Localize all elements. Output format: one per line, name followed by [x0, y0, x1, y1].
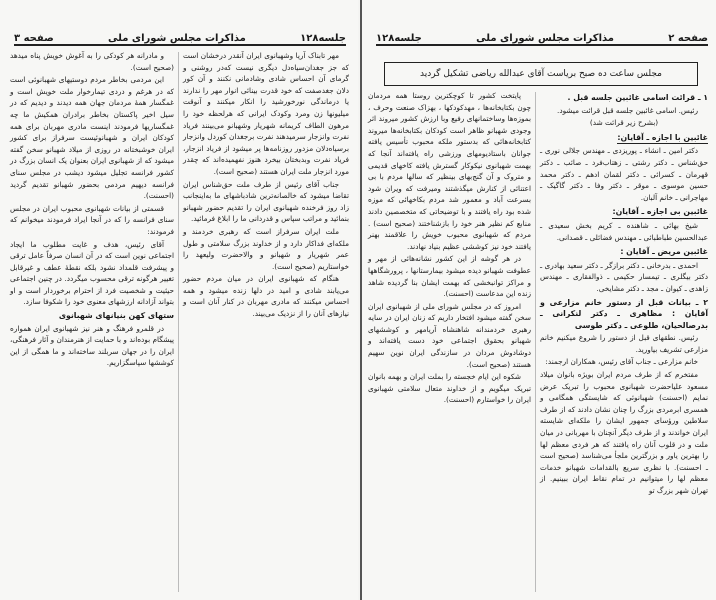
paragraph: رئیس. نطقهای قبل از دستور را شروع میکنیم خانم مزارعی تشریف بیاورید.: [540, 333, 708, 354]
heading-wrap: [540, 130, 708, 146]
paragraph: مهر تابناک آریا وشهبانوی ایران آنقدر درخشان است که جز جغدان‌سیاه‌دل دیگری نیست که‌در روشنی و گرمای آن احساس شادی وشادمانی نکنند و آن کور دلان جغدصفت که خود قدرت بینائی انوار مهر را ندارند یا درماندگی نورخورشید را انکار میکنند و آنوقت میلیونها زن ومرد وکودک ایرانی که هرلحظه خود را مرهون الطاف کریمانه شهریار وشهبانو می‌بینند فریاد نفرت وانزجار سرمیدهند نفرت برجغدان کوردل وانزجار برسیاه‌دلان مزدور روزنامه‌ها پر میشود از فریاد انزجار، فریاد نفرت وبدبختان بیخرد هنوز نفهمیده‌اند که چقدر مورد انزجار ملت ایران هستند (صحیح است).: [183, 51, 349, 176]
paragraph: (بشرح زیر قرائت شد): [589, 118, 659, 128]
text-column-left: [368, 90, 531, 407]
session-number: جلسه۱۲۸: [300, 33, 346, 44]
session-opening-notice: مجلس ساعت ده صبح بریاست آقای عبدالله ریاضی تشکیل گردید: [384, 62, 698, 86]
publication-title: مذاکرات مجلس شورای ملی: [108, 33, 246, 44]
paragraph: خانم مزارعی ـ جناب آقای رئیس، همکاران ارجمند:: [545, 357, 698, 367]
paragraph: در قلمرو فرهنگ و هنر نیز شهبانوی ایران همواره پیشگام بوده‌اند و با حمایت از هنرمندان و آثار فرهنگی، ایران را در جهان سربلند ساخته‌اند و ما همگی از این کوششها سپاسگزاریم.: [10, 323, 174, 368]
text-column-right: [183, 50, 349, 321]
paragraph: ملت ایران سرفراز است که رهبری خردمند و ملکه‌ای فداکار دارد و از خداوند بزرگ سلامتی و طول عمر شهریار و شهبانو و والاحضرت ولیعهد را خواستاریم (صحیح است).: [183, 226, 349, 271]
paragraph: در هر گوشه از این کشور نشانه‌هائی از مهر و عطوفت شهبانو دیده میشود بیمارستانها ، پرورشگاهها و مراکز توانبخشی که بهمت ایشان بنا گردیده شاهد زنده این مدعاست (احسنت).: [368, 254, 531, 299]
page-header: [14, 28, 346, 46]
publication-title: مذاکرات مجلس شورای ملی: [476, 33, 614, 44]
section-heading: ۲ ـ بیانات قبل از دستور خانم مزارعی و آقایان : مظاهری ـ دکتر لنکرانی ـ بدرصالحیان، طلوعی ـ دکتر طوسی: [540, 297, 708, 330]
page-header: [376, 28, 708, 46]
paragraph: آقای رئیس، هدف و غایت مطلوب ما ایجاد اجتماعی نوین است که در آن انسان صرفاً عامل ترقی و پیشرفت قلمداد نشود بلکه نقطهٔ عطف و غیرقابل تغییر هرگونه ترقی محسوب میگردد. در چنین اجتماعی حیثیت و شخصیت فرد از احترام برخوردار است و او بتواند آزادانه ارزشهای معنوی خود را شکوفا سازد.: [10, 239, 174, 307]
section-heading: ۱ ـ قرائت اسامی غائبین جلسه قبل .: [567, 93, 708, 102]
paragraph: این مردمی بخاطر مردم دوستیهای شهبانوئی است که در هرغم و دردی تیمارخوار ملت خویش است و غمگسار همهٔ مردمان جهان همه دیدند و دیدیم که در سیل اخیر پاکستان بخاطر برادران همکیش ما چه غمگساریها فرمودند اینست مادری مهربان برای همه کودکان ایران و شهبانوئیست سرفراز برای کشور ایران خوشبختانه در روزی از میلاد شهبانو سخن گفته میشود که از شهبانوی ایران بعنوان یک انسان بزرگ در کشور فرانسه تجلیل میشود دیشب در مجلس سنای فرانسه دیهیم مردمی بحضور شهبانو تقدیم گردید (احسنت).: [10, 75, 174, 201]
paragraph: مفتخرم که از طرف مردم ایران بویژه بانوان میلاد مسعود علیاحضرت شهبانوی محبوب را تبریک عرض نمایم (احسنت) شهبانوئی که شایستگی همگامی و همسری ابرمردی بزرگ را چنان نشان دادند که از طرف سلاطین ورؤسای جمهور ایشان را ملکه‌ای شایسته ایران خواندند و از طرف دیگر آنچنان با مهربانی در میان ملت و در قلوب آنان راه یافتند که هر فردی معظم لها را بهترین یاور و بزرگترین ملجأ می‌شناسد (صحیح است ـ احسنت). با نظری سریع بالقدامات شهبانو خدمات معظم لها را میتوانیم در تمام نقاط ایران ببینیم. از تهران شهر بزرگ تو: [540, 370, 708, 495]
heading-wrap: [540, 244, 708, 260]
paragraph: رئیس. اسامی غائبین جلسه قبل قرائت میشود.: [557, 105, 698, 115]
paragraph: و مادرانه هر کودکی را به آغوش خویش پناه میدهد (صحیح است).: [10, 51, 174, 72]
paragraph: شیخ بهائی ـ شاهنده ـ کریم بخش سعیدی ـ عبدالحسین طباطبائی ـ مهندس فضائلی ـ قصدانی.: [540, 220, 708, 242]
section-heading: غائبین مریض ـ آقایان :: [620, 246, 708, 259]
section-heading: غائبین بی اجازه ـ آقایان:: [612, 206, 708, 219]
text-column-right: [540, 90, 708, 498]
paragraph: قسمتی از بیانات شهبانوی محبوب ایران در مجلس سنای فرانسه را که در آنجا ایراد فرمودند میخوانم که فرمودند:: [10, 203, 174, 236]
page-number: صفحه ۲: [668, 33, 708, 44]
paragraph: پایتخت کشور تا کوچکترین روستا همه مردمان چون بکتابخانه‌ها ، مهدکودکها ، بهزاک صنعت وحرف ، بموزه‌ها وساختمانهای رفیع وبا ارزش کشور میروند اثر وجودی شهبانو ظاهر است کودکان بکتابخانه‌ها میروند کتابخانه‌هائی که بدستور ملکه محبوب تأسیس یافته جوانان باستادیومهای ورزشی راه یافته‌اند آنجا که بهمت شهبانوی نیکوکار گسترش یافته کاخهای قدیمی و متروک و آن گنج‌بهای بینظیر که سالها مردم با بی اعتنائی از کنارش میگذشتند ومیرفت که ویران شود بسرعت آباد و معمور شد مردم بکاخهائی که موزه شده بود راه یافتند و با توضیحاتی که متخصصین دادند منابع کم نظیر هنر خود را بازشناختند (صحیح است) . مردم که شهبانوی محبوب خویش را علاقمند بهنر یافتند خود نیز کوششی عظیم بنیاد نهادند.: [368, 91, 531, 251]
session-number: جلسه۱۲۸: [376, 33, 422, 44]
paragraph: شکوه این ایام خجسته را بملت ایران و بهمه بانوان تبریک میگویم و از خداوند متعال سلامتی شهبانوی ایران را خواستارم (احسنت).: [368, 372, 531, 405]
paragraph: امروز که در مجلس شورای ملی از شهبانوی ایران سخن گفته میشود افتخار داریم که زنان ایران در سایه رهبری خردمندانه شاهنشاه آریامهر و کوششهای شهبانو بحقوق اجتماعی خود دست یافته‌اند و دوشادوش مردان در سازندگی ایران نوین سهیم هستند (صحیح است).: [368, 301, 531, 369]
section-heading: ستهای کهن بنیانهای شهبانوی: [58, 311, 174, 321]
right-page: [360, 0, 716, 600]
heading-wrap: [540, 204, 708, 220]
paragraph: جناب آقای رئیس از طرف ملت حق‌شناس ایران تقاضا میشود که خالصانه‌ترین شادباشهای ما به‌اینجانب زاد روز فرخنده شهبانوی ایران را تقدیم حضور شهبانو بنمائید و مراتب سپاس و قدردانی ما را ابلاغ فرمائید.: [183, 179, 349, 224]
paragraph: هنگام که شهبانوی ایران در میان مردم حضور می‌یابند شادی و امید در دلها زنده میشود و همه احساس میکنند که مادری مهربان در کنار آنان است و نیازهای آنان را از نزدیک می‌بیند.: [183, 274, 349, 319]
text-column-left: [10, 50, 174, 370]
page-number: صفحه ۳: [14, 33, 54, 44]
column-divider: [178, 52, 179, 592]
paragraph: احمدی ـ بدرخانی ـ دکتر برازگر ـ دکتر سعید بهادری ـ دکتر بیگلری ـ تیمسار حکیمی ـ ذوالفقاری ـ مهندس زاهدی ـ کیوان ـ مجد ـ دکتر مشایخی.: [540, 260, 708, 293]
section-heading: غائبین با اجازه ـ آقایان:: [617, 132, 708, 145]
column-divider: [535, 92, 536, 592]
paragraph: دکتر امین ـ انشاء ـ پوریزدی ـ مهندس جلالی نوری ـ حق‌شناس ـ دکتر رشتی ـ زهتاب‌فرد ـ صائب ـ دکتر قهرمان ـ کسرائی ـ دکتر لقمان ادهم ـ دکتر محمد حسین موسوی ـ موقر ـ دکتر وفا ـ دکتر گاگیک ـ مهاجرانی ـ خانم آلبان.: [540, 146, 708, 202]
